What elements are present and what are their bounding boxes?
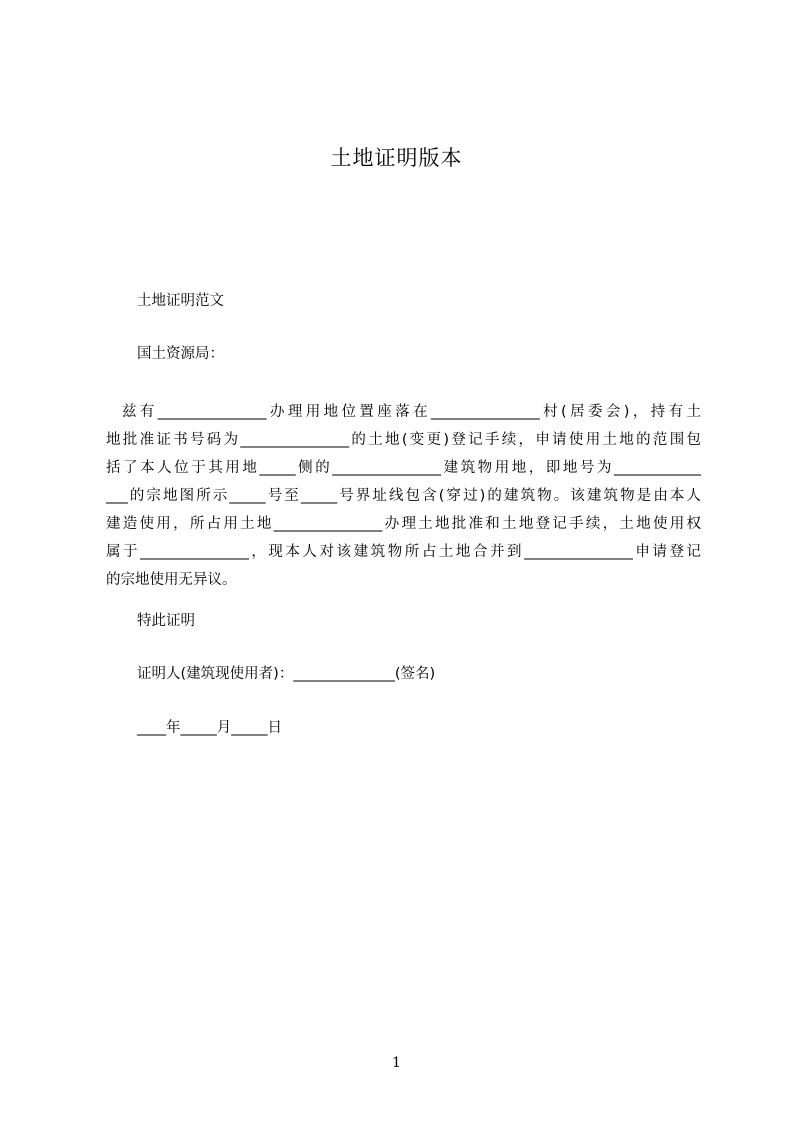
body-line: 建造使用，所占用土地_______________办理土地批准和土地登记手续，土地使用权 [106, 516, 701, 532]
body-paragraph [106, 398, 701, 594]
closing-statement: 特此证明 [137, 613, 195, 629]
page-number: 1 [392, 1055, 401, 1071]
body-line: ___的宗地图所示_____号至_____号界址线包含(穿过)的建筑物。该建筑物是由本人 [106, 488, 701, 504]
body-line: 兹有_______________办理用地位置座落在_______________村(居委会)，持有土 [106, 404, 701, 420]
body-line: 的宗地使用无异议。 [106, 572, 237, 588]
body-line: 属于_______________，现本人对该建筑物所占土地合并到_______________申请登记 [106, 544, 701, 560]
body-line: 地批准证书号码为_______________的土地(变更)登记手续，申请使用土地的范围包 [106, 432, 701, 448]
certifier-line: 证明人(建筑现使用者)：______________(签名) [137, 666, 436, 682]
document-title: 土地证明版本 [330, 146, 463, 170]
addressee: 国土资源局： [137, 346, 224, 362]
date-line: ____年_____月_____日 [137, 720, 282, 736]
document-heading: 土地证明范文 [137, 293, 224, 309]
body-line: 括了本人位于其用地_____侧的_______________建筑物用地，即地号为____________ [106, 460, 701, 476]
